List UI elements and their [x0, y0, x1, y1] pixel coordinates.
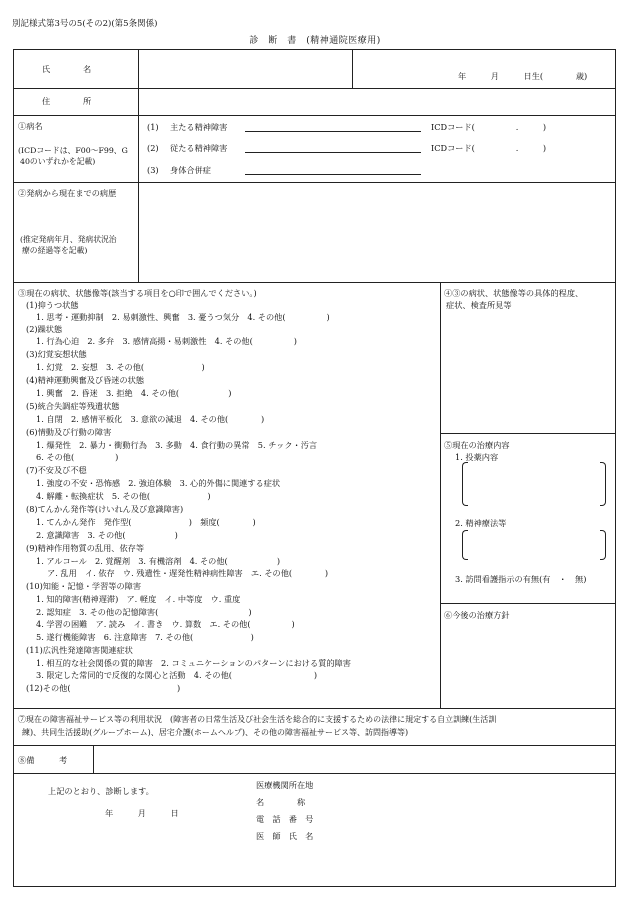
symptom-options[interactable]: ア. 乱用 イ. 依存 ウ. 残遺性・遅発性精神病性障害 エ. その他( ) [47, 568, 329, 578]
symptom-category: (9)精神作用物質の乱用、依存等 [26, 543, 145, 553]
disease-note: 40のいずれかを記載) [20, 157, 96, 166]
symptom-category: (5)統合失調症等残遺状態 [26, 401, 120, 411]
treatment-heading: ⑤現在の治療内容 [444, 440, 510, 450]
icd-code-field[interactable]: ICDコード( . ) [431, 122, 547, 132]
disease-item-label: 身体合併症 [170, 165, 211, 175]
symptom-options[interactable]: 1. 爆発性 2. 暴力・衝動行為 3. 多動 4. 食行動の異常 5. チック・汚言 [36, 440, 318, 450]
primary-disorder-field[interactable] [245, 131, 421, 132]
symptom-options[interactable]: 3. 限定した常同的で反復的な関心と活動 4. その他( ) [36, 670, 318, 680]
symptom-options[interactable]: 5. 遂行機能障害 6. 注意障害 7. その他( ) [36, 632, 254, 642]
symptom-options[interactable]: 1. 知的障害(精神遅滞) ア. 軽度 イ. 中等度 ウ. 重度 [36, 594, 241, 604]
symptom-options[interactable]: 4. 解離・転換症状 5. その他( ) [36, 491, 211, 501]
symptom-category: (3)幻覚妄想状態 [26, 349, 87, 359]
symptom-category[interactable]: (12)その他( ) [26, 683, 181, 693]
bracket-left-icon [462, 462, 468, 506]
findings-field[interactable] [442, 312, 614, 430]
symptom-category: (11)広汎性発達障害関連症状 [26, 645, 133, 655]
remarks-field[interactable] [95, 747, 614, 771]
disease-label: ①病名 [18, 121, 43, 131]
symptom-options[interactable]: 1. 強度の不安・恐怖感 2. 強迫体験 3. 心的外傷に関連する症状 [36, 478, 281, 488]
facility-address-label: 医療機関所在地 [256, 780, 314, 790]
address-label: 住 所 [42, 96, 92, 106]
symptom-category: (2)躁状態 [26, 324, 63, 334]
symptom-category: (10)知能・記憶・学習等の障害 [26, 581, 142, 591]
psychotherapy-label: 2. 精神療法等 [455, 518, 507, 528]
symptom-category: (1)抑うつ状態 [26, 300, 79, 310]
symptom-options[interactable]: 2. 認知症 3. その他の記憶障害( ) [36, 607, 252, 617]
medication-label: 1. 投薬内容 [455, 452, 499, 462]
history-note: 療の経過等を記載) [22, 246, 88, 255]
disease-item-no: (3) [147, 165, 159, 175]
symptom-options[interactable]: 1. 相互的な社会関係の質的障害 2. コミュニケーションのパターンにおける質的障害 [36, 658, 351, 668]
findings-heading: 症状、検査所見等 [446, 300, 512, 310]
symptom-category: (8)てんかん発作等(けいれん及び意識障害) [26, 504, 184, 514]
services-heading: 練)、共同生活援助(グループホーム)、居宅介護(ホームヘルプ)、その他の障害福祉サービス等、訪問指導等) [22, 728, 409, 737]
policy-field[interactable] [442, 624, 614, 706]
symptom-category: (7)不安及び不穏 [26, 465, 87, 475]
certification-statement: 上記のとおり、診断します。 [48, 786, 154, 796]
disease-note: (ICDコードは、F00～F99、G [18, 146, 128, 155]
physical-complication-field[interactable] [245, 174, 421, 175]
symptom-options[interactable]: 1. 興奮 2. 昏迷 3. 拒絶 4. その他( ) [36, 388, 232, 398]
symptom-options[interactable]: 1. 行為心迫 2. 多弁 3. 感情高揚・易刺激性 4. その他( ) [36, 336, 297, 346]
bracket-right-icon [600, 462, 606, 506]
symptom-options[interactable]: 4. 学習の困難 ア. 読み イ. 書き ウ. 算数 エ. その他( ) [36, 619, 295, 629]
doctor-name-label: 医 師 氏 名 [256, 831, 314, 841]
disease-item-no: (1) [147, 122, 159, 132]
disease-item-label: 従たる精神障害 [170, 143, 228, 153]
symptom-category: (6)情動及び行動の障害 [26, 427, 112, 437]
bracket-right-icon [600, 530, 606, 560]
phone-label: 電 話 番 号 [256, 814, 314, 824]
disease-item-no: (2) [147, 143, 159, 153]
services-heading: ⑦現在の障害福祉サービス等の利用状況 (障害者の日常生活及び社会生活を総合的に支援するための法律に規定する自立訓練(生活訓 [18, 715, 497, 724]
name-label: 氏 名 [42, 64, 92, 74]
symptom-options[interactable]: 6. その他( ) [36, 452, 119, 462]
bracket-left-icon [462, 530, 468, 560]
symptom-options[interactable]: 1. てんかん発作 発作型( ) 頻度( ) [36, 517, 256, 527]
symptoms-heading: ③現在の病状、状態像等(該当する項目を○印で囲んでください。) [18, 288, 257, 298]
policy-heading: ⑥今後の治療方針 [444, 610, 510, 620]
facility-name-label: 名 称 [256, 797, 306, 807]
history-label: ②発病から現在までの病歴 [18, 188, 117, 198]
findings-heading: ④③の病状、状態像等の具体的程度、 [444, 288, 584, 298]
address-field[interactable] [140, 90, 614, 113]
icd-code-field[interactable]: ICDコード( . ) [431, 143, 547, 153]
symptom-options[interactable]: 1. 思考・運動抑制 2. 易刺激性、興奮 3. 憂うつ気分 4. その他( ) [36, 312, 330, 322]
symptom-category: (4)精神運動興奮及び昏迷の状態 [26, 375, 145, 385]
symptom-options[interactable]: 1. アルコール 2. 覚醒剤 3. 有機溶剤 4. その他( ) [36, 556, 281, 566]
symptom-options[interactable]: 2. 意識障害 3. その他( ) [36, 530, 178, 540]
secondary-disorder-field[interactable] [245, 152, 421, 153]
disease-item-label: 主たる精神障害 [170, 122, 228, 132]
medication-field[interactable] [470, 464, 598, 504]
psychotherapy-field[interactable] [470, 532, 598, 558]
date-field[interactable]: 年 月 日 [105, 808, 179, 818]
symptom-options[interactable]: 1. 自閉 2. 感情平板化 3. 意欲の減退 4. その他( ) [36, 414, 265, 424]
history-note: (推定発病年月、発病状況治 [20, 235, 117, 244]
page-title: 診 断 書 (精神通院医療用) [249, 36, 381, 46]
symptom-options[interactable]: 1. 幻覚 2. 妄想 3. その他( ) [36, 362, 205, 372]
home-nursing-option[interactable]: 3. 訪問看護指示の有無(有 ・ 無) [455, 574, 587, 584]
birthdate-field[interactable]: 年 月 日生( 歳) [458, 71, 588, 81]
history-field[interactable] [140, 184, 614, 280]
form-number: 別記様式第3号の5(その2)(第5条関係) [12, 19, 158, 29]
remarks-label: ⑧備 考 [18, 755, 68, 765]
